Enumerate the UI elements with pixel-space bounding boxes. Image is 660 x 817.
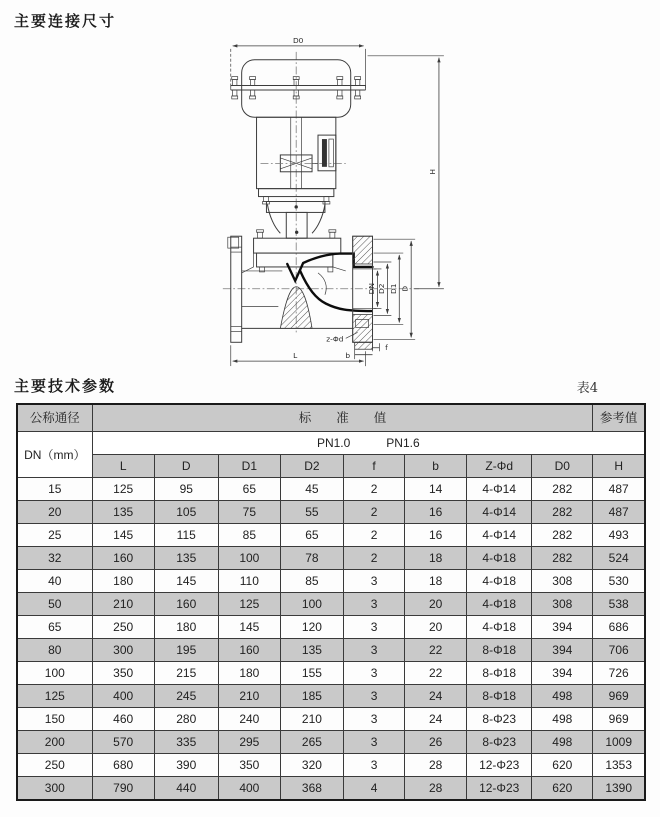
cell: 210 (92, 593, 154, 616)
cell: 308 (532, 593, 593, 616)
column-header-D: D (154, 455, 218, 478)
cell: 78 (280, 547, 343, 570)
table-row (17, 685, 645, 708)
parameters-table (16, 403, 646, 801)
cell: 394 (532, 662, 593, 685)
dim-label-f: f (385, 343, 388, 353)
column-header-D1: D1 (218, 455, 280, 478)
header-reference-value: 参考值 (593, 404, 645, 432)
cell: 24 (405, 708, 467, 731)
cell: 65 (280, 524, 343, 547)
column-header-D0: D0 (532, 455, 593, 478)
cell-dn: 125 (17, 685, 92, 708)
cell: 3 (343, 639, 404, 662)
cell: 1009 (593, 731, 645, 754)
cell: 26 (405, 731, 467, 754)
cell-dn: 80 (17, 639, 92, 662)
cell: 265 (280, 731, 343, 754)
cell: 125 (92, 478, 154, 501)
cell: 185 (280, 685, 343, 708)
cell: 460 (92, 708, 154, 731)
cell-dn: 65 (17, 616, 92, 639)
cell: 20 (405, 616, 467, 639)
cell: 570 (92, 731, 154, 754)
pn-rating-2: PN1.6 (386, 436, 420, 450)
cell: 3 (343, 616, 404, 639)
cell: 210 (280, 708, 343, 731)
cell: 498 (532, 708, 593, 731)
cell: 620 (532, 754, 593, 777)
column-header-z-phi-d: Z-Φd (467, 455, 532, 478)
cell: 320 (280, 754, 343, 777)
cell: 180 (218, 662, 280, 685)
cell: 790 (92, 777, 154, 801)
cell: 2 (343, 478, 404, 501)
bonnet-flange (228, 230, 341, 272)
dim-label-l: L (293, 351, 298, 361)
cell: 14 (405, 478, 467, 501)
table-row (17, 570, 645, 593)
pn-rating-1: PN1.0 (316, 436, 351, 450)
valve-drawing-svg (168, 33, 468, 375)
cell: 440 (154, 777, 218, 801)
dim-label-dn: DN (367, 283, 377, 295)
dim-label-d1: D1 (388, 283, 398, 294)
header-pn-ratings (92, 432, 645, 455)
table-row (17, 754, 645, 777)
cell: 680 (92, 754, 154, 777)
cell: 160 (154, 593, 218, 616)
cell: 135 (92, 501, 154, 524)
cell: 498 (532, 731, 593, 754)
cell: 18 (405, 570, 467, 593)
cell: 335 (154, 731, 218, 754)
stem-guide (266, 202, 324, 239)
cell: 245 (154, 685, 218, 708)
column-header-D2: D2 (280, 455, 343, 478)
cell-dn: 100 (17, 662, 92, 685)
cell: 4-Φ14 (467, 524, 532, 547)
cell: 22 (405, 639, 467, 662)
table-row (17, 547, 645, 570)
cell: 308 (532, 570, 593, 593)
cell: 295 (218, 731, 280, 754)
positioner-indicator (312, 135, 336, 171)
cell: 4-Φ14 (467, 478, 532, 501)
cell: 706 (593, 639, 645, 662)
cell: 16 (405, 524, 467, 547)
cell: 538 (593, 593, 645, 616)
cell: 4-Φ14 (467, 501, 532, 524)
header-standard-value: 标 准 值 (92, 404, 593, 432)
cell: 1353 (593, 754, 645, 777)
cell: 3 (343, 570, 404, 593)
cell: 55 (280, 501, 343, 524)
cell: 145 (154, 570, 218, 593)
cell: 215 (154, 662, 218, 685)
cell: 85 (218, 524, 280, 547)
table-row (17, 616, 645, 639)
table-row (17, 777, 645, 801)
cell: 24 (405, 685, 467, 708)
dim-f (373, 343, 389, 352)
cell: 195 (154, 639, 218, 662)
cell-dn: 32 (17, 547, 92, 570)
table-row (17, 524, 645, 547)
cell: 368 (280, 777, 343, 801)
column-header-H: H (593, 455, 645, 478)
cell: 3 (343, 731, 404, 754)
cell: 2 (343, 547, 404, 570)
cell: 180 (154, 616, 218, 639)
cell: 250 (92, 616, 154, 639)
cell-dn: 20 (17, 501, 92, 524)
cell-dn: 250 (17, 754, 92, 777)
cell: 20 (405, 593, 467, 616)
cell: 3 (343, 754, 404, 777)
cell: 282 (532, 547, 593, 570)
cell: 2 (343, 501, 404, 524)
cell: 160 (218, 639, 280, 662)
cell-dn: 300 (17, 777, 92, 801)
cell: 28 (405, 777, 467, 801)
section-title-technical-parameters: 主要技术参数 (14, 378, 117, 395)
cell: 282 (532, 524, 593, 547)
cell: 620 (532, 777, 593, 801)
cell: 498 (532, 685, 593, 708)
cell: 120 (280, 616, 343, 639)
cell: 8-Φ23 (467, 708, 532, 731)
cell: 22 (405, 662, 467, 685)
cell: 16 (405, 501, 467, 524)
cell: 75 (218, 501, 280, 524)
cell: 969 (593, 708, 645, 731)
cell: 12-Φ23 (467, 777, 532, 801)
cell: 8-Φ23 (467, 731, 532, 754)
cell: 3 (343, 593, 404, 616)
dim-label-z-phi-d: z-Φd (326, 334, 344, 344)
cell: 400 (92, 685, 154, 708)
cell-dn: 15 (17, 478, 92, 501)
dim-label-d2: D2 (376, 283, 386, 294)
cell-dn: 150 (17, 708, 92, 731)
cell: 110 (218, 570, 280, 593)
cell: 145 (218, 616, 280, 639)
column-header-f: f (343, 455, 404, 478)
cell: 686 (593, 616, 645, 639)
cell: 100 (280, 593, 343, 616)
table-row (17, 662, 645, 685)
cell: 8-Φ18 (467, 639, 532, 662)
cell: 180 (92, 570, 154, 593)
column-header-L: L (92, 455, 154, 478)
cell: 105 (154, 501, 218, 524)
cell: 85 (280, 570, 343, 593)
cell: 4-Φ18 (467, 570, 532, 593)
table-row (17, 478, 645, 501)
cell: 726 (593, 662, 645, 685)
cell: 282 (532, 478, 593, 501)
dim-label-h: H (427, 168, 437, 175)
header-dn-mm: DN（mm） (17, 432, 92, 478)
cell: 350 (92, 662, 154, 685)
cell: 28 (405, 754, 467, 777)
table-row (17, 593, 645, 616)
column-header-b: b (405, 455, 467, 478)
header-nominal-diameter: 公称通径 (17, 404, 92, 432)
cell: 135 (280, 639, 343, 662)
cell: 145 (92, 524, 154, 547)
cell: 3 (343, 708, 404, 731)
cell: 240 (218, 708, 280, 731)
cell: 487 (593, 478, 645, 501)
section2-heading-row (14, 375, 646, 396)
cell-dn: 200 (17, 731, 92, 754)
cell: 155 (280, 662, 343, 685)
dim-label-b: b (345, 351, 351, 361)
cell: 2 (343, 524, 404, 547)
cell: 125 (218, 593, 280, 616)
cell: 282 (532, 501, 593, 524)
dim-label-d0: D0 (292, 35, 304, 45)
cell: 8-Φ18 (467, 662, 532, 685)
cell: 100 (218, 547, 280, 570)
cell: 210 (218, 685, 280, 708)
cell: 4-Φ18 (467, 616, 532, 639)
cell: 969 (593, 685, 645, 708)
dim-H (368, 56, 444, 289)
dim-b (345, 349, 372, 360)
cell: 65 (218, 478, 280, 501)
cell: 493 (593, 524, 645, 547)
cell: 524 (593, 547, 645, 570)
cell: 3 (343, 685, 404, 708)
cell: 3 (343, 662, 404, 685)
table-number-label: 表4 (576, 381, 598, 396)
page-title: 主要连接尺寸 (14, 13, 117, 30)
cell: 18 (405, 547, 467, 570)
cell: 400 (218, 777, 280, 801)
cell: 300 (92, 639, 154, 662)
dim-label-d: D (400, 285, 410, 292)
cell: 160 (92, 547, 154, 570)
cell: 4-Φ18 (467, 593, 532, 616)
cell: 12-Φ23 (467, 754, 532, 777)
table-row (17, 501, 645, 524)
actuator-diaphragm-chamber (231, 60, 366, 117)
cell: 45 (280, 478, 343, 501)
valve-technical-drawing (168, 33, 468, 375)
cell-dn: 50 (17, 593, 92, 616)
cell: 115 (154, 524, 218, 547)
valve-body (231, 236, 373, 342)
cell: 390 (154, 754, 218, 777)
cell: 95 (154, 478, 218, 501)
cell: 1390 (593, 777, 645, 801)
cell: 350 (218, 754, 280, 777)
cell: 394 (532, 616, 593, 639)
table-row (17, 639, 645, 662)
cell: 394 (532, 639, 593, 662)
table-row (17, 708, 645, 731)
cell: 8-Φ18 (467, 685, 532, 708)
cell: 487 (593, 501, 645, 524)
table-row (17, 731, 645, 754)
cell: 135 (154, 547, 218, 570)
cell-dn: 40 (17, 570, 92, 593)
cell: 4-Φ18 (467, 547, 532, 570)
cell: 4 (343, 777, 404, 801)
cell-dn: 25 (17, 524, 92, 547)
cell: 530 (593, 570, 645, 593)
cell: 280 (154, 708, 218, 731)
